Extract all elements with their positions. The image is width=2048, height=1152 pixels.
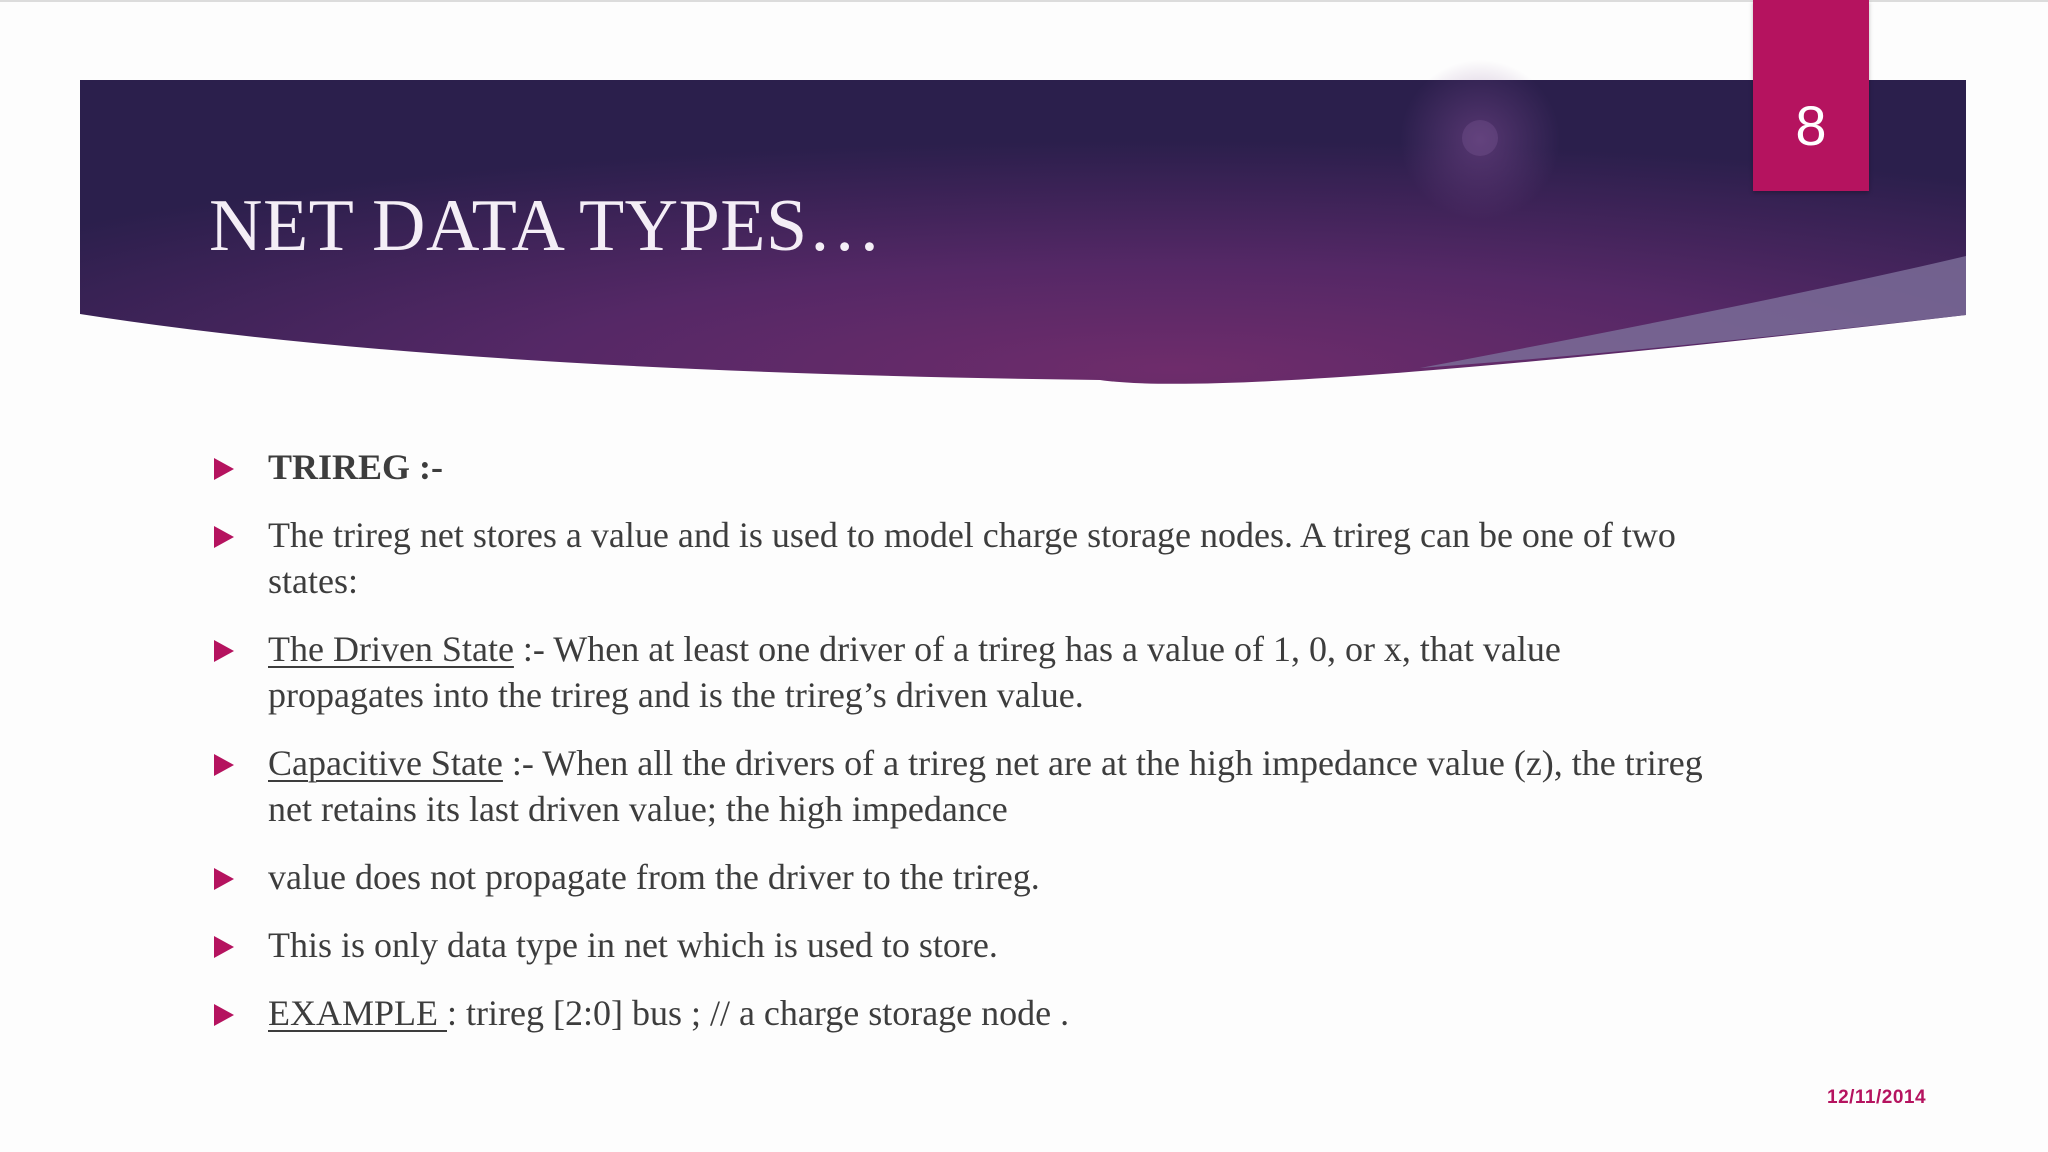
bullet-heading: TRIREG :-	[268, 447, 444, 487]
right-triangle-arrow-icon	[214, 458, 234, 480]
bullet-text: :- When at least one driver of a trireg has a value of 1, 0, or x, that value propagates into the trireg and is the trireg’s driven value.	[268, 629, 1561, 715]
bullet-term: Capacitive State	[268, 743, 503, 783]
bullet-text: This is only data type in net which is used to store.	[268, 925, 998, 965]
bullet-item-capacitive-state	[210, 740, 1710, 832]
page-number-tab	[1753, 0, 1869, 191]
bullet-item-trireg-heading	[210, 444, 1710, 490]
bullet-term: The Driven State	[268, 629, 514, 669]
right-triangle-arrow-icon	[214, 526, 234, 548]
bullet-text: : trireg [2:0] bus ; // a charge storage node .	[447, 993, 1070, 1033]
right-triangle-arrow-icon	[214, 640, 234, 662]
bullet-text: value does not propagate from the driver to the trireg.	[268, 857, 1040, 897]
bullet-list	[210, 444, 1710, 1058]
bullet-text: :- When all the drivers of a trireg net are at the high impedance value (z), the trireg net retains its last driven value; the high impedance	[268, 743, 1703, 829]
bullet-item-example	[210, 990, 1710, 1036]
right-triangle-arrow-icon	[214, 868, 234, 890]
right-triangle-arrow-icon	[214, 1004, 234, 1026]
bullet-term: EXAMPLE	[268, 993, 447, 1033]
bullet-item-propagation	[210, 854, 1710, 900]
right-triangle-arrow-icon	[214, 754, 234, 776]
bullet-item-driven-state	[210, 626, 1710, 718]
bullet-item-description	[210, 512, 1710, 604]
right-triangle-arrow-icon	[214, 936, 234, 958]
slide-title: NET DATA TYPES…	[209, 185, 883, 267]
page-number: 8	[1795, 94, 1827, 157]
bullet-item-storage-note	[210, 922, 1710, 968]
slide-date: 12/11/2014	[1827, 1087, 1927, 1108]
bullet-text: The trireg net stores a value and is used to model charge storage nodes. A trireg can be one of two states:	[268, 515, 1676, 601]
